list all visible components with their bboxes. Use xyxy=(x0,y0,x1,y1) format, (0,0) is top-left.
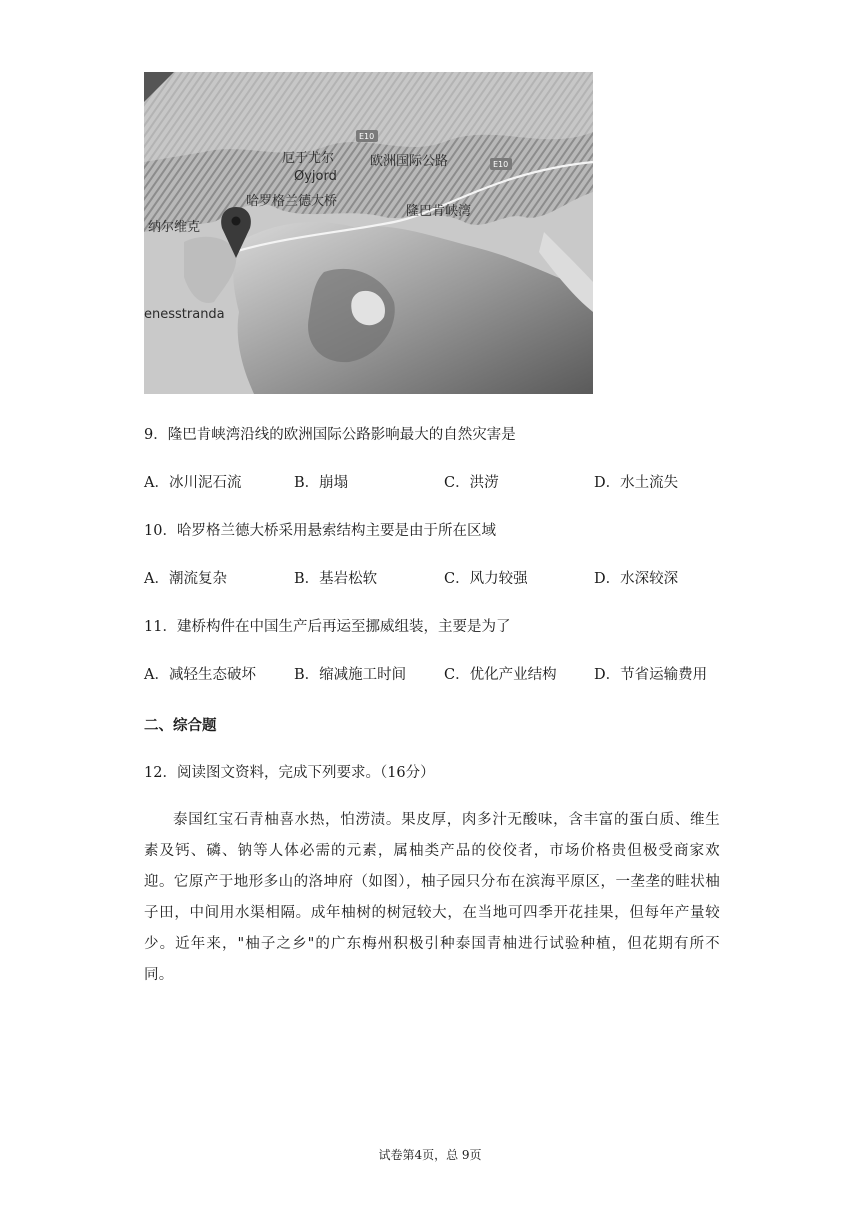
q10-option-c: C．风力较强 xyxy=(444,571,528,587)
question-12-stem: 12．阅读图文资料，完成下列要求。（16分） xyxy=(144,765,435,781)
road-shield-e10-2: E10 xyxy=(493,160,509,169)
q10-option-d: D．水深较深 xyxy=(594,571,679,587)
label-oyjord-cn: 厄于尤尔 xyxy=(282,151,335,166)
q9-option-a: A．冰川泥石流 xyxy=(144,475,242,491)
label-bridge: 哈罗格兰德大桥 xyxy=(246,194,338,209)
question-11-stem: 11．建桥构件在中国生产后再运至挪威组装，主要是为了 xyxy=(144,619,511,635)
q9-option-c: C．洪涝 xyxy=(444,475,499,491)
label-oyjord: Øyjord xyxy=(294,169,337,184)
question-9-stem: 9．隆巴肯峡湾沿线的欧洲国际公路影响最大的自然灾害是 xyxy=(144,427,516,443)
label-strand: enesstranda xyxy=(144,307,225,322)
q11-option-c: C．优化产业结构 xyxy=(444,667,557,683)
question-12-paragraph: 泰国红宝石青柚喜水热，怕涝渍。果皮厚，肉多汁无酸味，含丰富的蛋白质、维生素及钙、磷、钠等人体必需的元素，属柚类产品的佼佼者，市场价格贵但极受商家欢迎。它原产于地形多山的洛坤府（如图），柚子园只分布在滨海平原区，一垄垄的畦状柚子田，中间用水渠相隔。成年柚树的树冠较大，在当地可四季开花挂果，但每年产量较少。近年来，"柚子之乡"的广东梅州积极引种泰国青柚进行试验种植，但花期有所不同。 xyxy=(144,812,720,983)
q10-option-b: B．基岩松软 xyxy=(294,571,378,587)
q9-option-d: D．水土流失 xyxy=(594,475,679,491)
road-shield-e10-1: E10 xyxy=(359,132,375,141)
q9-option-b: B．崩塌 xyxy=(294,475,349,491)
label-bay: 隆巴肯峡湾 xyxy=(406,204,472,219)
fjord-map xyxy=(144,72,593,394)
q10-option-a: A．潮流复杂 xyxy=(144,571,227,587)
label-narvik: 纳尔维克 xyxy=(148,220,201,235)
question-10-stem: 10．哈罗格兰德大桥采用悬索结构主要是由于所在区域 xyxy=(144,523,496,539)
q11-option-a: A．减轻生态破坏 xyxy=(144,667,256,683)
label-highway: 欧洲国际公路 xyxy=(370,154,449,169)
q11-option-b: B．缩减施工时间 xyxy=(294,667,407,683)
q11-option-d: D．节省运输费用 xyxy=(594,667,708,683)
section-title: 二、综合题 xyxy=(144,718,217,734)
page-footer: 试卷第4页，总 9页 xyxy=(378,1148,482,1162)
